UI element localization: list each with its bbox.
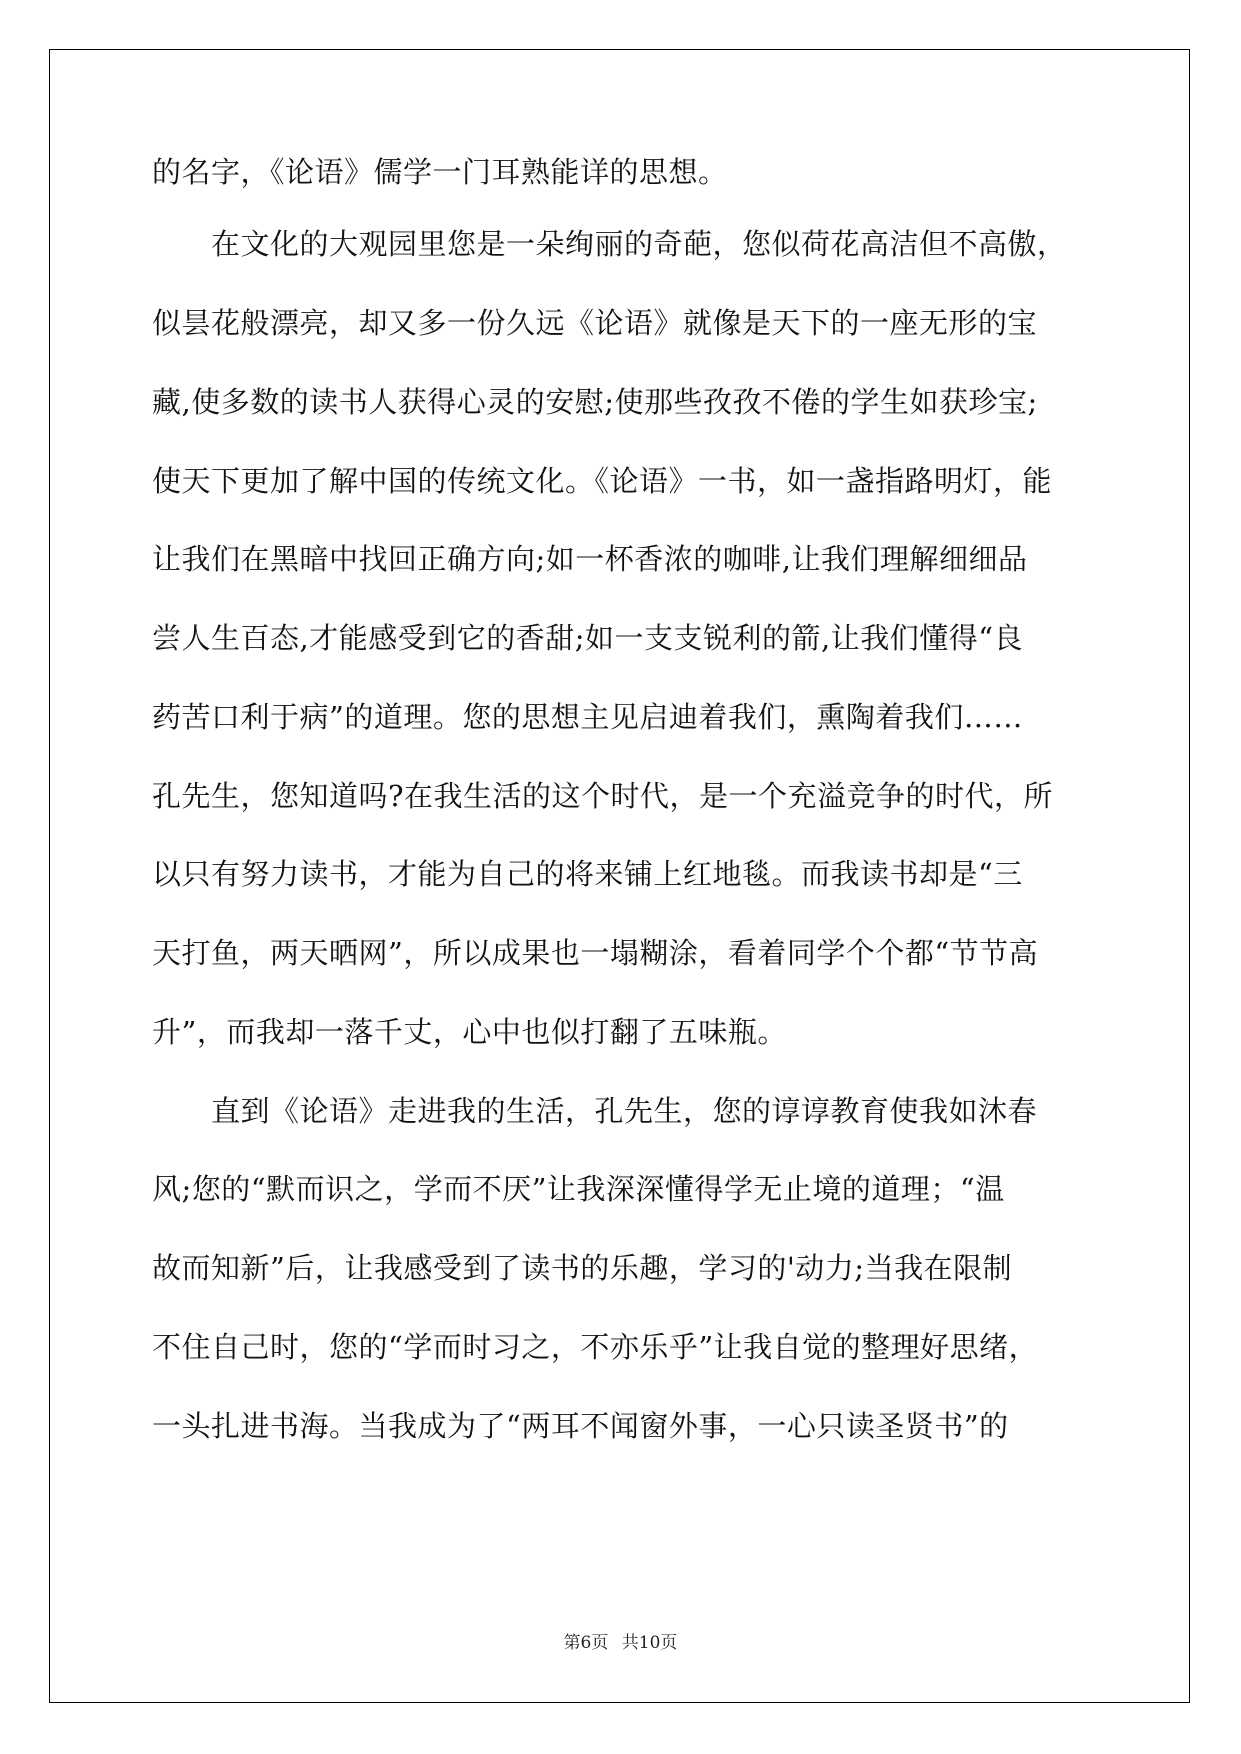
text-line: 一头扎进书海。当我成为了“两耳不闻窗外事，一心只读圣贤书”的 [152, 1409, 1009, 1443]
page-total: 共10页 [621, 1633, 678, 1653]
text-line: 不住自己时，您的“学而时习之，不亦乐乎”让我自觉的整理好思绪， [152, 1330, 1039, 1364]
text-line: 使天下更加了解中国的传统文化。《论语》一书，如一盏指路明灯，能 [152, 464, 1053, 498]
text-line: 藏,使多数的读书人获得心灵的安慰;使那些孜孜不倦的学生如获珍宝; [152, 385, 1038, 419]
page-number: 第6页 [563, 1633, 609, 1653]
text-line: 直到《论语》走进我的生活，孔先生，您的谆谆教育使我如沐春 [152, 1094, 1038, 1128]
text-line: 的名字，《论语》儒学一门耳熟能详的思想。 [152, 155, 728, 189]
text-line: 让我们在黑暗中找回正确方向;如一杯香浓的咖啡,让我们理解细细品 [152, 542, 1028, 576]
text-line: 升”，而我却一落千丈，心中也似打翻了五味瓶。 [152, 1015, 787, 1049]
text-line: 孔先生，您知道吗?在我生活的这个时代，是一个充溢竞争的时代，所 [152, 779, 1054, 813]
text-line: 尝人生百态,才能感受到它的香甜;如一支支锐利的箭,让我们懂得“良 [152, 621, 1024, 655]
page-footer [0, 1632, 1241, 1654]
text-line: 以只有努力读书，才能为自己的将来铺上红地毯。而我读书却是“三 [152, 857, 1023, 891]
text-line: 故而知新”后，让我感受到了读书的乐趣，学习的'动力;当我在限制 [152, 1251, 1013, 1285]
text-line: 在文化的大观园里您是一朵绚丽的奇葩，您似荷花高洁但不高傲， [152, 227, 1067, 261]
text-line: 天打鱼，两天晒网”，所以成果也一塌糊涂，看着同学个个都“节节高 [152, 936, 1039, 970]
text-line: 药苦口利于病”的道理。您的思想主见启迪着我们，熏陶着我们…… [152, 700, 1023, 734]
text-line: 似昙花般漂亮，却又多一份久远《论语》就像是天下的一座无形的宝 [152, 306, 1038, 340]
text-line: 风;您的“默而识之，学而不厌”让我深深懂得学无止境的道理；“温 [152, 1172, 1005, 1206]
